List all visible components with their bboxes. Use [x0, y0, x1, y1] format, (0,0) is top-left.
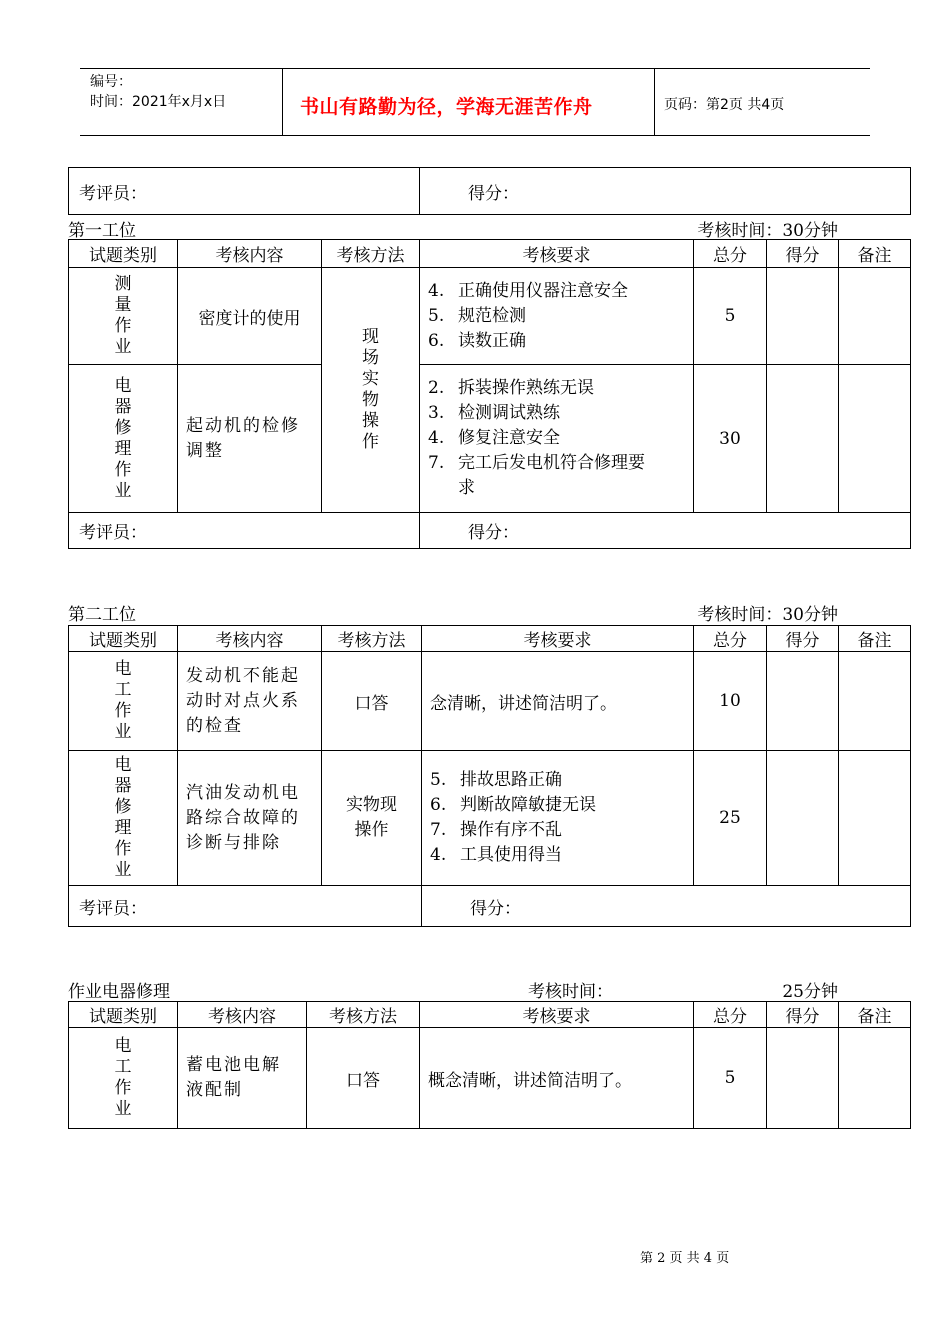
station3-title: 作业电器修理 — [68, 982, 170, 1002]
station3-time-label: 考核时间： — [528, 982, 613, 1002]
col-remarks: 备注 — [839, 240, 911, 268]
category-cell: 电 器 修 理 作 业 — [69, 751, 178, 886]
category-cell: 电 工 作 业 — [69, 1028, 178, 1129]
table-row — [69, 268, 911, 365]
remarks-cell[interactable] — [839, 652, 911, 751]
category-cell: 电 工 作 业 — [69, 652, 178, 751]
col-remarks: 备注 — [839, 626, 911, 652]
requirements-cell: 4. 正确使用仪器注意安全 5. 规范检测 6. 读数正确 — [420, 268, 694, 365]
score-cell[interactable] — [767, 365, 839, 513]
col-remarks: 备注 — [839, 1002, 911, 1028]
col-requirements: 考核要求 — [420, 1002, 694, 1028]
col-method: 考核方法 — [307, 1002, 420, 1028]
category-cell: 电 器 修 理 作 业 — [69, 365, 178, 513]
col-total: 总分 — [694, 1002, 767, 1028]
col-method: 考核方法 — [322, 240, 420, 268]
content-cell: 密度计的使用 — [178, 268, 322, 365]
score-cell[interactable] — [767, 268, 839, 365]
requirements-cell: 5. 排故思路正确 6. 判断故障敏捷无误 7. 操作有序不乱 4. 工具使用得当 — [422, 751, 694, 886]
table-row — [69, 751, 911, 886]
col-content: 考核内容 — [178, 240, 322, 268]
col-method: 考核方法 — [322, 626, 422, 652]
header-page-number: 页码：第2页 共4页 — [664, 97, 785, 113]
station1-header-row — [69, 240, 911, 268]
method-cell: 实物现 操作 — [322, 751, 422, 886]
remarks-cell[interactable] — [839, 268, 911, 365]
total-cell: 10 — [694, 652, 767, 751]
station1-examiner: 考评员： — [69, 513, 420, 549]
col-score: 得分 — [767, 1002, 839, 1028]
col-total: 总分 — [694, 240, 767, 268]
content-cell: 汽油发动机电路综合故障的诊断与排除 — [178, 751, 322, 886]
total-cell: 5 — [694, 1028, 767, 1129]
station1-score: 得分： — [420, 513, 911, 549]
station1-time: 考核时间：30分钟 — [697, 221, 838, 241]
col-category: 试题类别 — [69, 240, 178, 268]
total-cell: 25 — [694, 751, 767, 886]
station2-evaluator-row — [69, 886, 911, 927]
page-footer: 第 2 页 共 4 页 — [640, 1251, 730, 1266]
station3-header-row — [69, 1002, 911, 1028]
station3-heading — [68, 977, 838, 1002]
header-top-rule — [80, 68, 870, 69]
requirements-cell: 2. 拆装操作熟练无误 3. 检测调试熟练 4. 修复注意安全 7. 完工后发电机符合修理要 求 — [420, 365, 694, 513]
station2-time: 考核时间：30分钟 — [697, 605, 838, 625]
score-cell[interactable] — [767, 751, 839, 886]
score-cell[interactable] — [767, 1028, 839, 1129]
station2-score: 得分： — [422, 886, 911, 927]
category-cell: 测 量 作 业 — [69, 268, 178, 365]
total-cell: 5 — [694, 268, 767, 365]
station2-heading — [68, 600, 838, 625]
table-row — [69, 652, 911, 751]
header-divider-right — [654, 68, 655, 136]
col-category: 试题类别 — [69, 626, 178, 652]
requirements-cell: 概念清晰，讲述简洁明了。 — [420, 1028, 694, 1129]
col-score: 得分 — [767, 626, 839, 652]
top-examiner: 考评员： — [69, 168, 420, 215]
top-score: 得分： — [420, 168, 911, 215]
col-content: 考核内容 — [178, 1002, 307, 1028]
header-motto: 书山有路勤为径，学海无涯苦作舟 — [300, 96, 593, 118]
remarks-cell[interactable] — [839, 365, 911, 513]
score-cell[interactable] — [767, 652, 839, 751]
station3-time-value: 25分钟 — [782, 982, 838, 1002]
header-date: 时间：2021年x月x日 — [90, 94, 227, 110]
col-requirements: 考核要求 — [420, 240, 694, 268]
col-category: 试题类别 — [69, 1002, 178, 1028]
requirements-cell: 念清晰，讲述简洁明了。 — [422, 652, 694, 751]
method-cell: 现 场 实 物 操 作 — [322, 268, 420, 513]
station2-table — [68, 625, 911, 927]
method-cell: 口答 — [322, 652, 422, 751]
col-total: 总分 — [694, 626, 767, 652]
station2-title: 第二工位 — [68, 605, 136, 625]
station3-table — [68, 1001, 911, 1129]
header-bottom-rule — [80, 135, 870, 136]
station2-header-row — [69, 626, 911, 652]
header-meta — [90, 72, 226, 112]
col-content: 考核内容 — [178, 626, 322, 652]
table-row — [69, 365, 911, 513]
method-cell: 口答 — [307, 1028, 420, 1129]
station1-evaluator-row — [69, 513, 911, 549]
header-number: 编号： — [90, 74, 132, 90]
content-cell: 蓄电池电解液配制 — [178, 1028, 307, 1129]
total-cell: 30 — [694, 365, 767, 513]
header-divider-left — [282, 68, 283, 136]
station1-table — [68, 239, 911, 549]
col-score: 得分 — [767, 240, 839, 268]
content-cell: 发动机不能起动时对点火系的检查 — [178, 652, 322, 751]
table-row — [69, 1028, 911, 1129]
col-requirements: 考核要求 — [422, 626, 694, 652]
top-evaluator-table — [68, 167, 911, 215]
content-cell: 起动机的检修调整 — [178, 365, 322, 513]
station2-examiner: 考评员： — [69, 886, 422, 927]
remarks-cell[interactable] — [839, 751, 911, 886]
remarks-cell[interactable] — [839, 1028, 911, 1129]
station1-title: 第一工位 — [68, 221, 136, 241]
station1-heading — [68, 216, 838, 241]
